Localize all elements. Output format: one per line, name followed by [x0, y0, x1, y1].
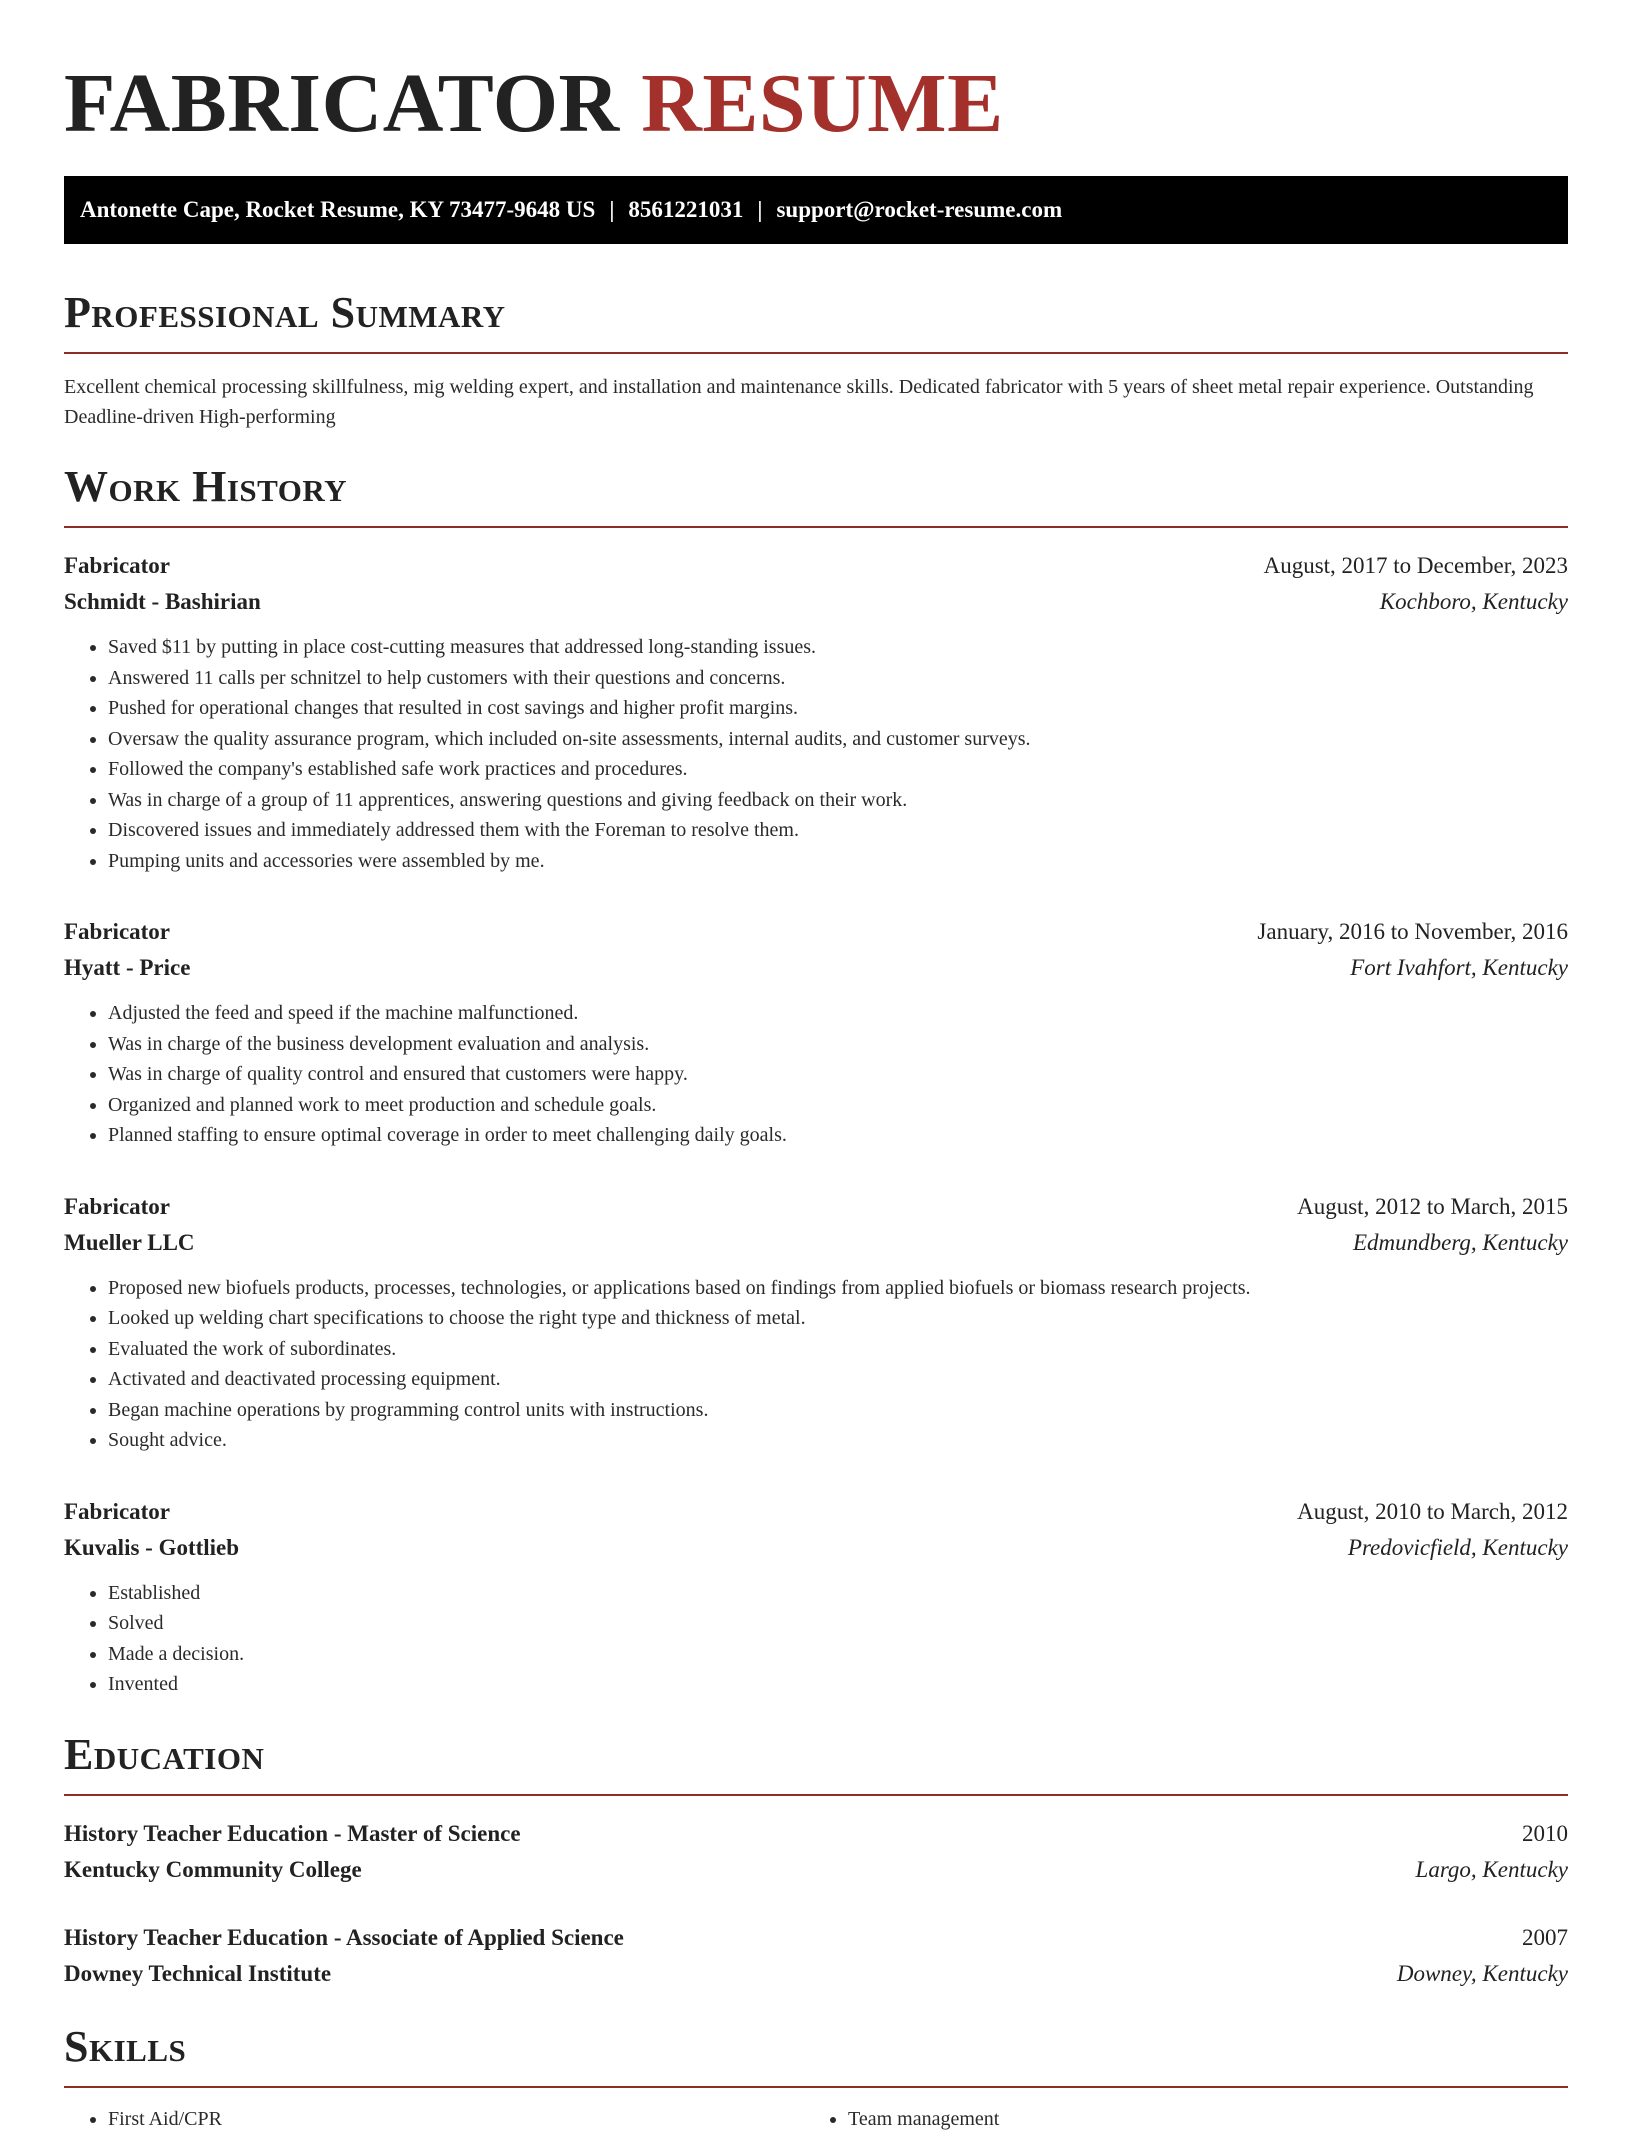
- job-company: Schmidt - Bashirian: [64, 584, 261, 620]
- list-item: • Was in charge of quality control and ensured that customers were happy.: [108, 1059, 1568, 1090]
- education-year: 2007: [1522, 1920, 1568, 1956]
- list-item: • Invented: [108, 1669, 1568, 1700]
- job-bullets: [64, 632, 1568, 876]
- job-company: Mueller LLC: [64, 1225, 195, 1261]
- job-title: Fabricator: [64, 1189, 170, 1225]
- list-item: • Evaluated the work of subordinates.: [108, 1334, 1568, 1365]
- job-company: Kuvalis - Gottlieb: [64, 1530, 239, 1566]
- list-item: • Planned staffing to ensure optimal coverage in order to meet challenging daily goals.: [108, 1120, 1568, 1151]
- education-year: 2010: [1522, 1816, 1568, 1852]
- contact-address: Antonette Cape, Rocket Resume, KY 73477-9648 US: [80, 197, 595, 222]
- job-entry: [64, 914, 1568, 1151]
- job-dates: August, 2017 to December, 2023: [1264, 548, 1568, 584]
- education-location: Largo, Kentucky: [1416, 1852, 1568, 1888]
- job-dates: August, 2010 to March, 2012: [1297, 1494, 1568, 1530]
- page-title: [64, 0, 1568, 152]
- list-item: • Looked up welding chart specifications to choose the right type and thickness of metal.: [108, 1303, 1568, 1334]
- education-entry: [64, 1920, 1568, 1992]
- contact-email: support@rocket-resume.com: [776, 197, 1062, 222]
- education-degree: History Teacher Education - Associate of Applied Science: [64, 1920, 624, 1956]
- job-entry: [64, 548, 1568, 876]
- list-item: • Solved: [108, 1608, 1568, 1639]
- education-school: Downey Technical Institute: [64, 1956, 331, 1992]
- section-heading-skills: Skills: [64, 2020, 1568, 2074]
- list-item: • Discovered issues and immediately addressed them with the Foreman to resolve them.: [108, 815, 1568, 846]
- skill-item: • Team management: [848, 2104, 1544, 2134]
- section-heading-summary: Professional Summary: [64, 286, 1568, 340]
- list-item: • Followed the company's established safe work practices and procedures.: [108, 754, 1568, 785]
- job-dates: January, 2016 to November, 2016: [1257, 914, 1568, 950]
- list-item: • Oversaw the quality assurance program, which included on-site assessments, internal audits, and customer surveys.: [108, 724, 1568, 755]
- education-section: [64, 1728, 1568, 1992]
- job-title: Fabricator: [64, 548, 170, 584]
- job-company: Hyatt - Price: [64, 950, 190, 986]
- job-bullets: [64, 1273, 1568, 1456]
- resume-page: [64, 0, 1568, 2134]
- skill-item: • First Aid/CPR: [108, 2104, 804, 2134]
- section-heading-education: Education: [64, 1728, 1568, 1782]
- education-degree: History Teacher Education - Master of Science: [64, 1816, 521, 1852]
- title-word-resume: RESUME: [641, 57, 1003, 150]
- list-item: • Proposed new biofuels products, processes, technologies, or applications based on findings from applied biofuels or biomass research projects.: [108, 1273, 1568, 1304]
- list-item: • Saved $11 by putting in place cost-cutting measures that addressed long-standing issues.: [108, 632, 1568, 663]
- summary-text: Excellent chemical processing skillfulness, mig welding expert, and installation and maintenance skills. Dedicated fabricator with 5 years of sheet metal repair experience. Outstanding Deadline-driven High-performing: [64, 372, 1568, 432]
- job-title: Fabricator: [64, 914, 170, 950]
- professional-summary-section: [64, 286, 1568, 432]
- list-item: • Began machine operations by programming control units with instructions.: [108, 1395, 1568, 1426]
- job-bullets: [64, 1578, 1568, 1700]
- job-entry: [64, 1494, 1568, 1700]
- list-item: • Pushed for operational changes that resulted in cost savings and higher profit margins.: [108, 693, 1568, 724]
- section-heading-work-history: Work History: [64, 460, 1568, 514]
- job-location: Edmundberg, Kentucky: [1353, 1225, 1568, 1261]
- job-location: Kochboro, Kentucky: [1380, 584, 1568, 620]
- list-item: • Was in charge of the business development evaluation and analysis.: [108, 1029, 1568, 1060]
- education-location: Downey, Kentucky: [1397, 1956, 1568, 1992]
- job-entry: [64, 1189, 1568, 1456]
- title-word-fabricator: FABRICATOR: [64, 57, 620, 150]
- job-location: Predovicfield, Kentucky: [1348, 1530, 1568, 1566]
- contact-separator: |: [757, 176, 762, 244]
- work-history-section: [64, 460, 1568, 1700]
- list-item: • Was in charge of a group of 11 apprentices, answering questions and giving feedback on their work.: [108, 785, 1568, 816]
- section-divider: [64, 526, 1568, 528]
- education-entry: [64, 1816, 1568, 1888]
- job-title: Fabricator: [64, 1494, 170, 1530]
- contact-phone: 8561221031: [628, 197, 743, 222]
- list-item: • Answered 11 calls per schnitzel to help customers with their questions and concerns.: [108, 663, 1568, 694]
- section-divider: [64, 2086, 1568, 2088]
- list-item: • Organized and planned work to meet production and schedule goals.: [108, 1090, 1568, 1121]
- job-dates: August, 2012 to March, 2015: [1297, 1189, 1568, 1225]
- section-divider: [64, 1794, 1568, 1796]
- list-item: • Activated and deactivated processing equipment.: [108, 1364, 1568, 1395]
- contact-bar: [64, 176, 1568, 244]
- section-divider: [64, 352, 1568, 354]
- job-bullets: [64, 998, 1568, 1151]
- list-item: • Adjusted the feed and speed if the machine malfunctioned.: [108, 998, 1568, 1029]
- list-item: • Pumping units and accessories were assembled by me.: [108, 846, 1568, 877]
- contact-separator: |: [609, 176, 614, 244]
- education-school: Kentucky Community College: [64, 1852, 362, 1888]
- skills-column-right: [804, 2104, 1544, 2134]
- skills-column-left: [64, 2104, 804, 2134]
- list-item: • Sought advice.: [108, 1425, 1568, 1456]
- job-location: Fort Ivahfort, Kentucky: [1350, 950, 1568, 986]
- list-item: • Established: [108, 1578, 1568, 1609]
- skills-section: [64, 2020, 1568, 2134]
- list-item: • Made a decision.: [108, 1639, 1568, 1670]
- skills-grid: [64, 2104, 1568, 2134]
